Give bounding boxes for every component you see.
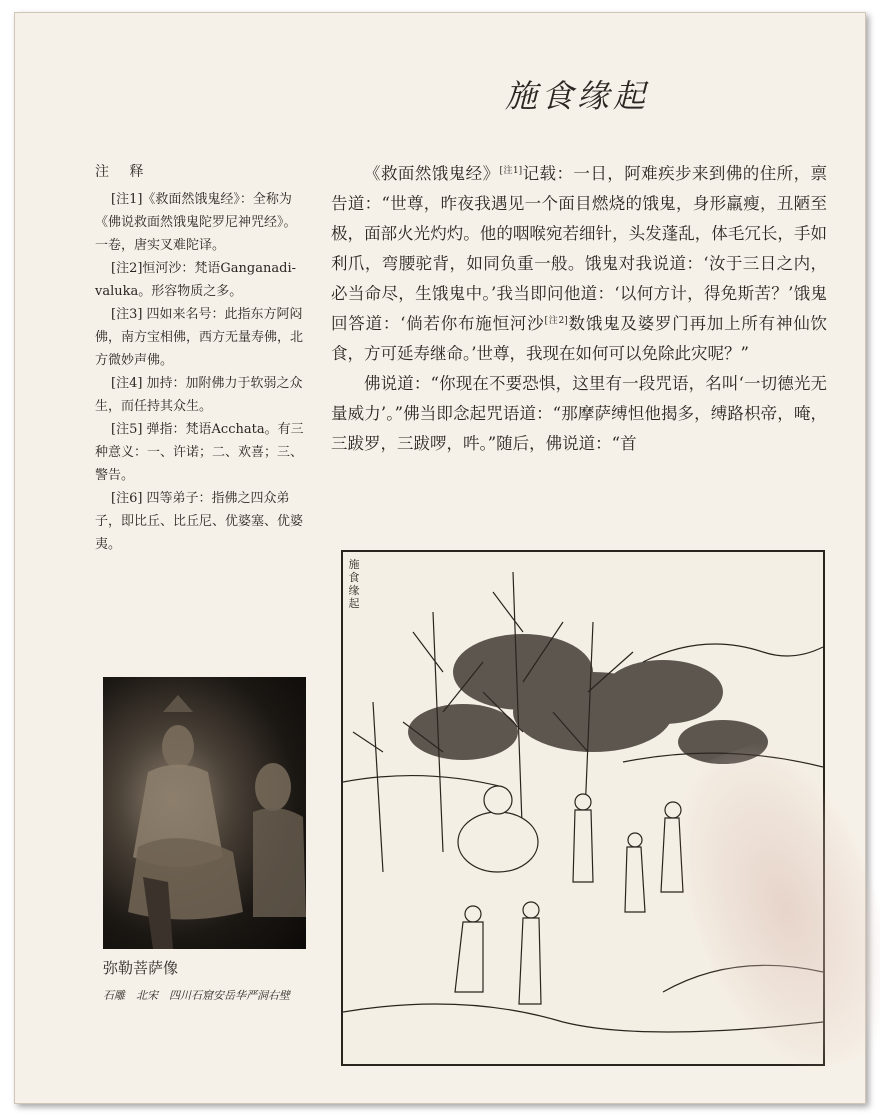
maitreya-statue-photo (103, 677, 306, 949)
woodcut-illustration (341, 550, 825, 1066)
note-item: [注4] 加持：加附佛力于软弱之众生，而任持其众生。 (95, 376, 303, 414)
notes-heading: 注 释 (95, 164, 152, 180)
sutra-title: 《救面然饿鬼经》 (364, 164, 500, 183)
footnote-ref-1[interactable]: [注1] (499, 166, 523, 176)
main-text (331, 159, 827, 459)
statue-image (103, 677, 306, 949)
footnote-ref-2[interactable]: [注2] (544, 316, 568, 326)
woodcut-label: 施食缘起 (348, 558, 360, 610)
paragraph-1-text: 记载：一日，阿难疾步来到佛的住所，禀告道：“世尊，昨夜我遇见一个面目燃烧的饿鬼，身形羸瘦，丑陋至极，面部火光灼灼。他的咽喉宛若细针，头发蓬乱，体毛冗长，手如利爪，弯腰驼背，如同负重一般。饿鬼对我说道：‘汝于三日之内，必当命尽，生饿鬼中。’我当即问他道：‘以何方计，得免斯苦？’饿鬼回答道：‘倘若你布施恒河沙 (331, 164, 827, 333)
photo-caption: 弥勒菩萨像 (103, 959, 179, 977)
notes-column (95, 161, 305, 556)
photo-subcaption: 石雕 北宋 四川石窟安岳华严洞右壁 (103, 989, 290, 1002)
paragraph-2: 佛说道：“你现在不要恐惧，这里有一段咒语，名叫‘一切德光无量威力’。”佛当即念起咒语道：“那摩萨缚怛他揭多，缚路枳帝，唵，三跋罗，三跋啰，吽。”随后，佛说道：“首 (331, 374, 827, 453)
page (14, 12, 866, 1104)
note-item: [注6] 四等弟子：指佛之四众弟子，即比丘、比丘尼、优婆塞、优婆夷。 (95, 491, 304, 552)
paragraph-1-tail: 数饿鬼及婆罗门再加上所有神仙饮食，方可延寿继命。’世尊，我现在如何可以免除此灾呢？” (331, 314, 828, 363)
note-item: [注2]恒河沙：梵语Ganganadi-valuka。形容物质之多。 (95, 261, 296, 299)
paragraph-1 (331, 159, 827, 369)
note-item: [注3] 四如来名号：此指东方阿闷佛，南方宝相佛，西方无量寿佛，北方微妙声佛。 (95, 307, 304, 368)
note-item: [注5] 弹指：梵语Acchata。有三种意义：一、许诺；二、欢喜；三、警告。 (95, 422, 304, 483)
note-item: [注1]《救面然饿鬼经》：全称为《佛说救面然饿鬼陀罗尼神咒经》。一卷，唐实叉难陀译。 (95, 192, 297, 253)
woodcut-drawing (343, 552, 823, 1064)
page-title: 施食缘起 (505, 77, 650, 115)
